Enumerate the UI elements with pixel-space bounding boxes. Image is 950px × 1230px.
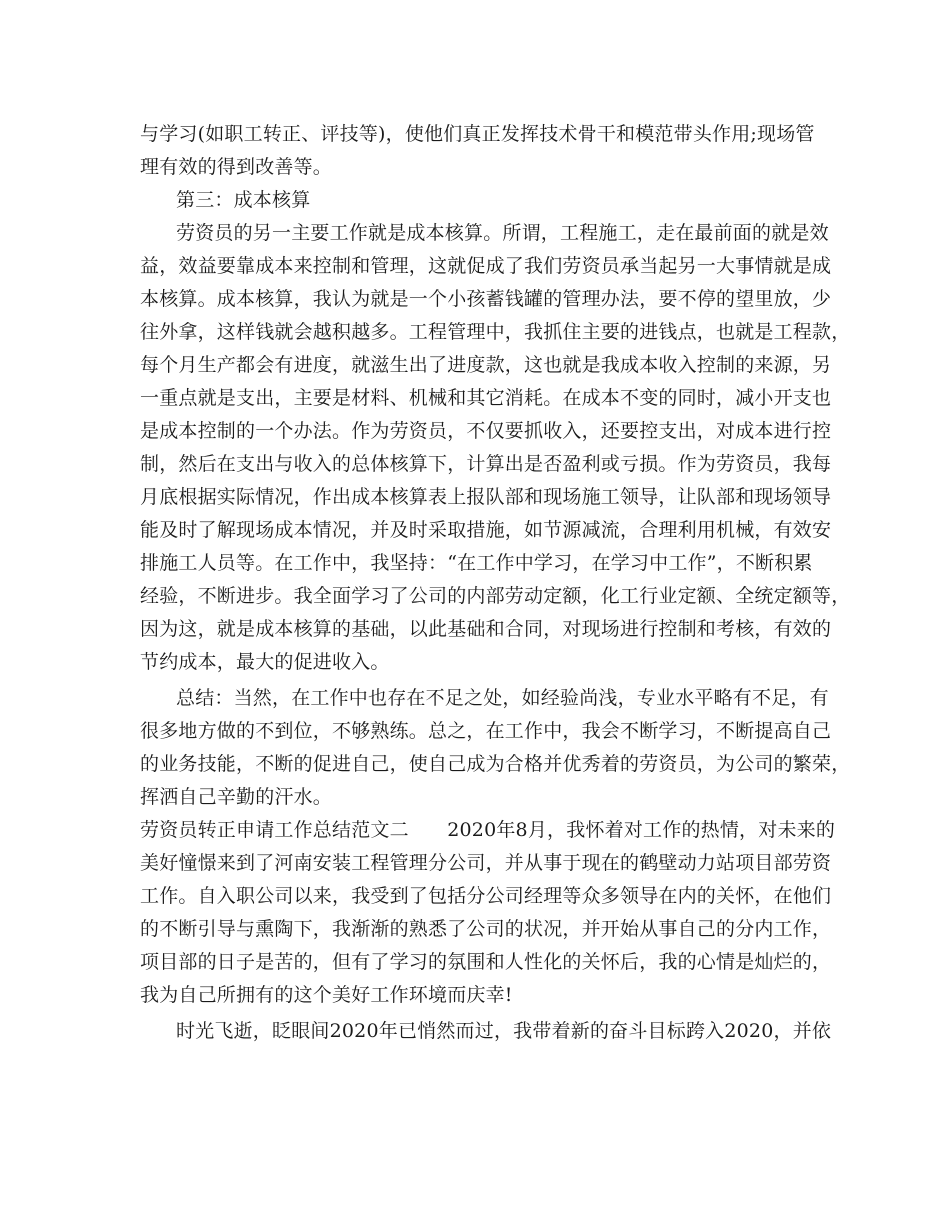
text-line: 的业务技能，不断的促进自己，使自己成为合格并优秀着的劳资员，为公司的繁荣， xyxy=(140,753,851,775)
text-line: 挥洒自己辛勤的汗水。 xyxy=(140,786,333,808)
text-line: 的不断引导与熏陶下，我渐渐的熟悉了公司的状况，并开始从事自己的分内工作， xyxy=(140,918,832,940)
text-line: 是成本控制的一个办法。作为劳资员，不仅要抓收入，还要控支出，对成本进行控 xyxy=(140,420,832,442)
text-line: 经验，不断进步。我全面学习了公司的内部劳动定额，化工行业定额、全统定额等， xyxy=(140,585,851,607)
section-heading: 第三：成本核算 xyxy=(176,189,311,211)
text-line: 排施工人员等。在工作中，我坚持：“在工作中学习，在学习中工作”，不断积累 xyxy=(140,552,813,574)
text-line: 因为这，就是成本核算的基础，以此基础和合同，对现场进行控制和考核，有效的 xyxy=(140,618,832,640)
text-line: 美好憧憬来到了河南安装工程管理分公司，并从事于现在的鹤壁动力站项目部劳资 xyxy=(140,852,832,874)
text-line: 能及时了解现场成本情况，并及时采取措施，如节源减流，合理利用机械，有效安 xyxy=(140,519,832,541)
text-line: 劳资员的另一主要工作就是成本核算。所谓，工程施工，走在最前面的就是效 xyxy=(176,222,829,244)
text-line: 月底根据实际情况，作出成本核算表上报队部和现场施工领导，让队部和现场领导 xyxy=(140,486,832,508)
text-line: 制，然后在支出与收入的总体核算下，计算出是否盈利或亏损。作为劳资员，我每 xyxy=(140,453,832,475)
text-line: 项目部的日子是苦的，但有了学习的氛围和人性化的关怀后，我的心情是灿烂的， xyxy=(140,951,832,973)
text-line: 理有效的得到改善等。 xyxy=(140,156,333,178)
text-line: 我为自己所拥有的这个美好工作环境而庆幸! xyxy=(140,984,513,1006)
text-line: 工作。自入职公司以来，我受到了包括分公司经理等众多领导在内的关怀，在他们 xyxy=(140,885,832,907)
text-line: 总结：当然，在工作中也存在不足之处，如经验尚浅，专业水平略有不足，有 xyxy=(176,687,829,709)
text-line: 一重点就是支出，主要是材料、机械和其它消耗。在成本不变的同时，减小开支也 xyxy=(140,387,832,409)
text-line: 很多地方做的不到位，不够熟练。总之，在工作中，我会不断学习，不断提高自己 xyxy=(140,720,832,742)
text-line: 与学习(如职工转正、评技等)，使他们真正发挥技术骨干和模范带头作用;现场管 xyxy=(140,123,815,145)
text-line: 节约成本，最大的促进收入。 xyxy=(140,651,390,673)
text-line: 时光飞逝，眨眼间2020年已悄然而过，我带着新的奋斗目标跨入2020，并依 xyxy=(176,1020,832,1042)
text-line: 每个月生产都会有进度，就滋生出了进度款，这也就是我成本收入控制的来源，另 xyxy=(140,354,832,376)
text-line: 劳资员转正申请工作总结范文二 2020年8月，我怀着对工作的热情，对未来的 xyxy=(140,819,836,841)
text-line: 本核算。成本核算，我认为就是一个小孩蓄钱罐的管理办法，要不停的望里放，少 xyxy=(140,288,832,310)
text-line: 益，效益要靠成本来控制和管理，这就促成了我们劳资员承当起另一大事情就是成 xyxy=(140,255,832,277)
text-line: 往外拿，这样钱就会越积越多。工程管理中，我抓住主要的进钱点，也就是工程款， xyxy=(140,321,851,343)
